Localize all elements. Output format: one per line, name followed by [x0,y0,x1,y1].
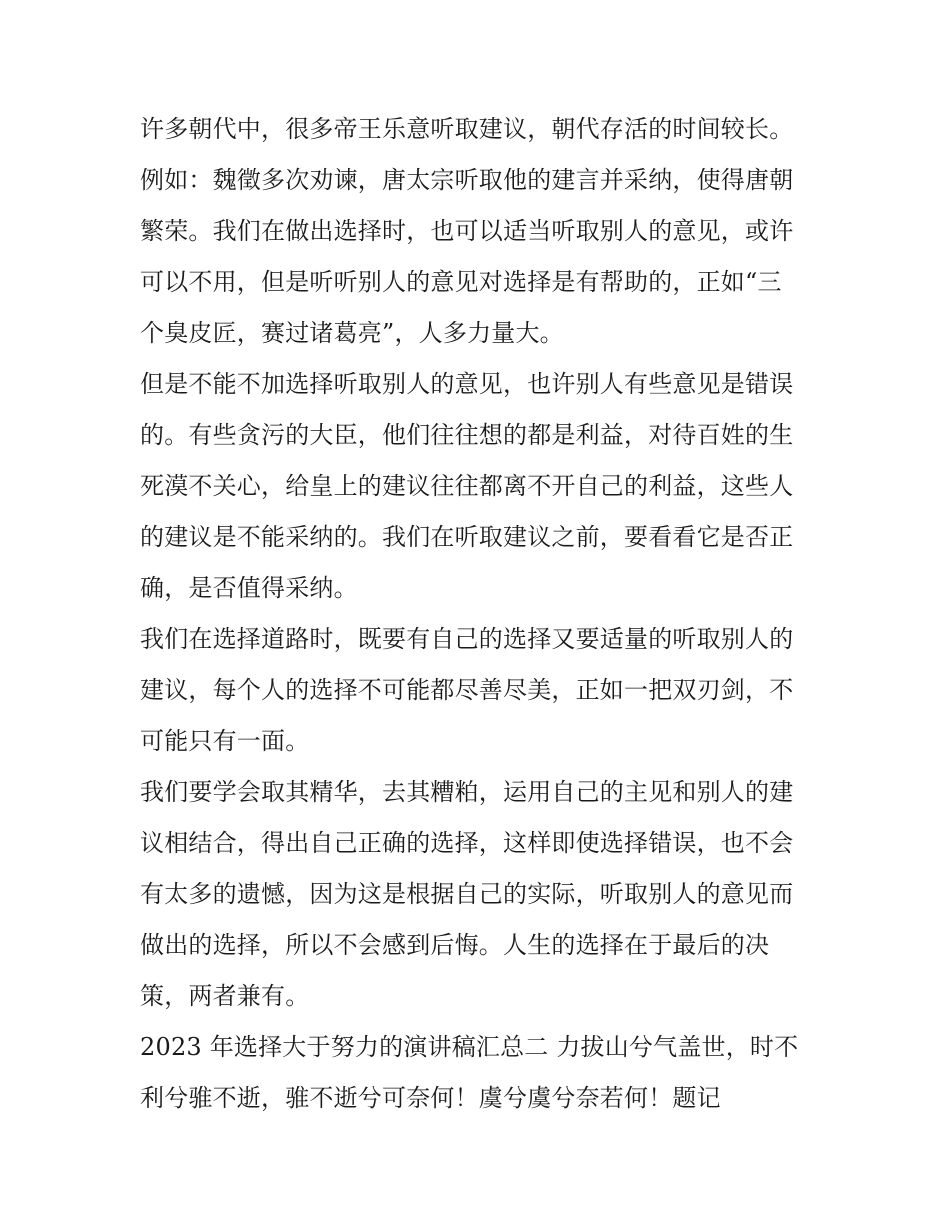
text-line: 有太多的遗憾，因为这是根据自己的实际，听取别人的意见而 [140,880,794,908]
text-line: 做出的选择，所以不会感到后悔。人生的选择在于最后的决 [140,931,770,959]
text-line: 我们要学会取其精华，去其糟粕，运用自己的主见和别人的建 [140,778,794,806]
text-line: 的。有些贪污的大臣，他们往往想的都是利益，对待百姓的生 [140,421,794,449]
text-line: 例如：魏徵多次劝谏，唐太宗听取他的建言并采纳，使得唐朝 [140,166,794,194]
text-line: 利兮骓不逝，骓不逝兮可奈何！虞兮虞兮奈若何！题记 [140,1084,721,1112]
text-line: 繁荣。我们在做出选择时，也可以适当听取别人的意见，或许 [140,217,794,245]
text-line: 我们在选择道路时，既要有自己的选择又要适量的听取别人的 [140,625,794,653]
text-line: 但是不能不加选择听取别人的意见，也许别人有些意见是错误 [140,370,794,398]
text-line: 的建议是不能采纳的。我们在听取建议之前，要看看它是否正 [140,523,794,551]
text-line: 确，是否值得采纳。 [140,574,358,602]
document-body [140,104,812,1124]
text-line: 可以不用，但是听听别人的意见对选择是有帮助的，正如“三 [140,268,782,296]
text-line: 策，两者兼有。 [140,982,310,1010]
text-line: 议相结合，得出自己正确的选择，这样即使选择错误，也不会 [140,829,794,857]
text-line: 可能只有一面。 [140,727,310,755]
text-line: 2023 年选择大于努力的演讲稿汇总二 力拔山兮气盖世，时不 [140,1033,799,1061]
text-line: 死漠不关心，给皇上的建议往往都离不开自己的利益，这些人 [140,472,794,500]
text-line: 个臭皮匠，赛过诸葛亮”，人多力量大。 [140,319,564,347]
text-line: 建议，每个人的选择不可能都尽善尽美，正如一把双刃剑，不 [140,676,794,704]
text-line: 许多朝代中，很多帝王乐意听取建议，朝代存活的时间较长。 [140,115,794,143]
